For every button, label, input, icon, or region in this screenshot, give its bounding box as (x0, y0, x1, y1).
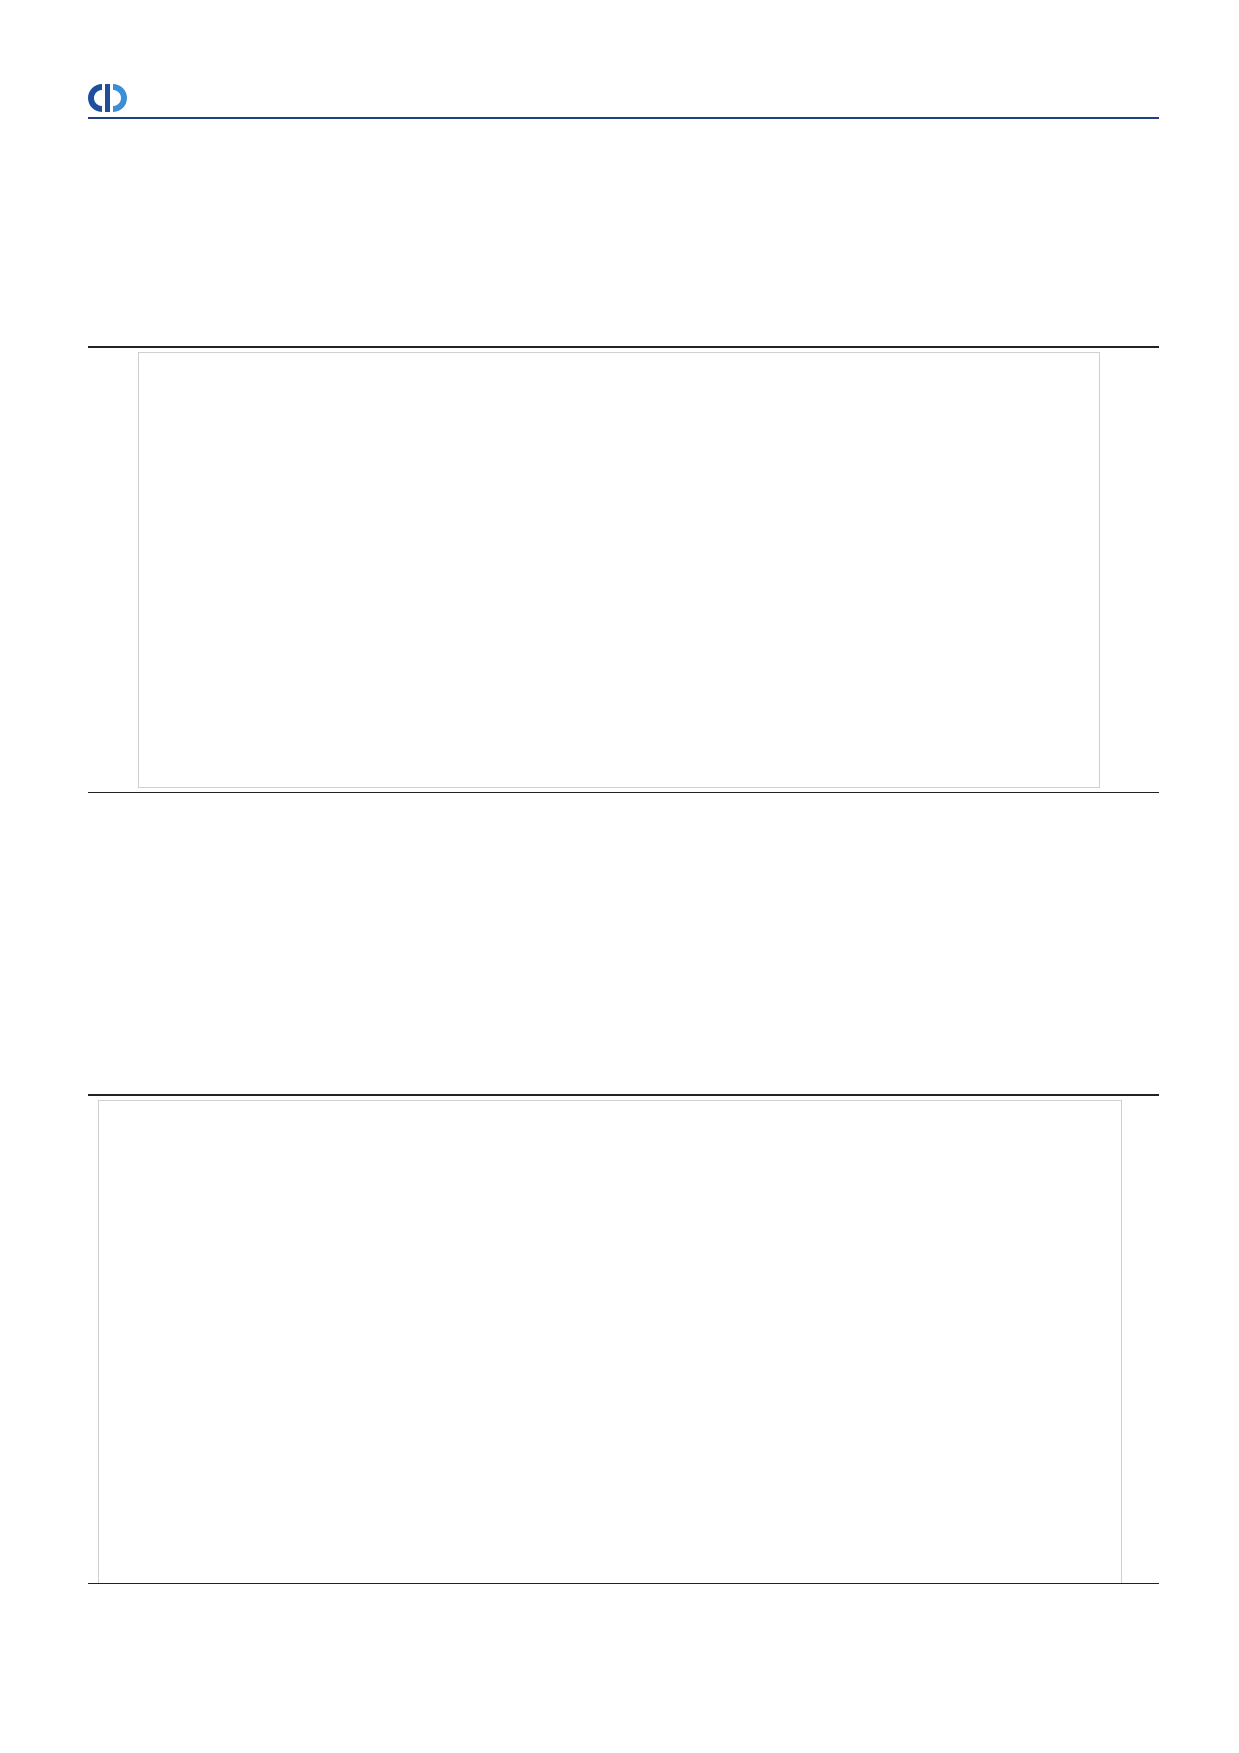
figure-7-bottom-rule (88, 1583, 1159, 1584)
chart-2-svg (99, 1101, 1121, 1583)
figure-6-bottom-rule (88, 792, 1159, 793)
figure-6-top-rule (88, 346, 1159, 348)
header-divider (88, 117, 1159, 119)
figure-7-top-rule (88, 1094, 1159, 1096)
company-logo-icon (88, 80, 134, 116)
figure-7-frame (98, 1100, 1122, 1584)
figure-6-frame (138, 352, 1100, 788)
chart-1-svg (139, 353, 1099, 787)
